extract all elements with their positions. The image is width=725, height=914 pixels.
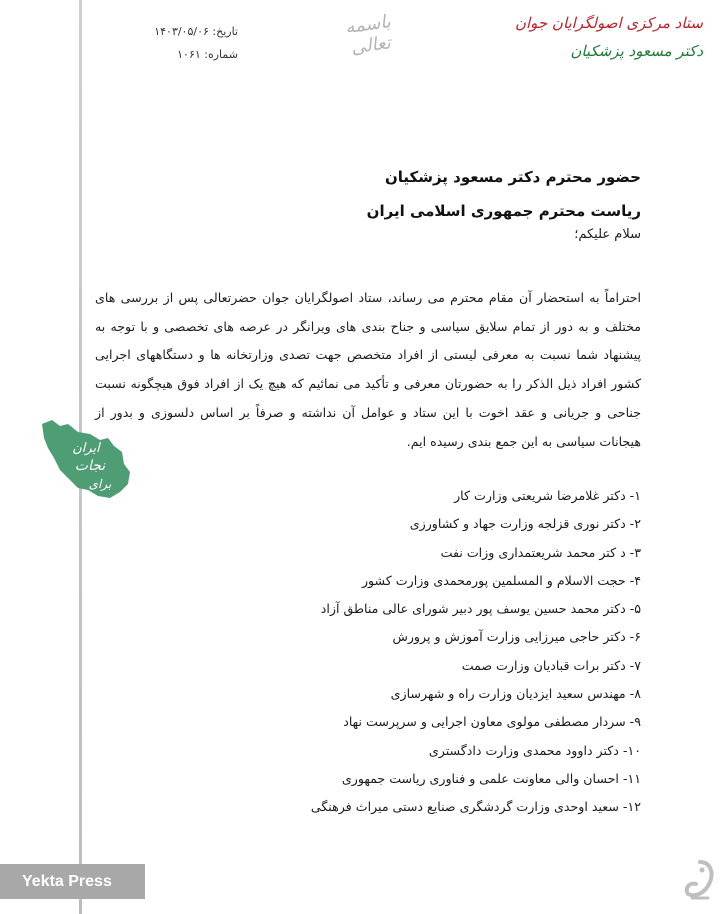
list-item: ۵- دکتر محمد حسین یوسف پور دبیر شورای عالی مناطق آزاد: [320, 601, 641, 617]
addressee-block: [181, 160, 641, 228]
letter-date: تاریخ: ۱۴۰۳/۰۵/۰۶: [154, 25, 238, 38]
map-text-line3: برای: [88, 477, 112, 491]
salutation: سلام علیکم؛: [574, 227, 641, 242]
letter-meta: [118, 20, 238, 66]
list-item: ۱۲- سعید اوحدی وزارت گردشگری صنایع دستی میراث فرهنگی: [310, 799, 641, 815]
org-name-line2: دکتر مسعود پزشکیان: [570, 42, 703, 60]
list-item: ۱۱- احسان والی معاونت علمی و فناوری ریاست جمهوری: [341, 770, 641, 786]
bismillah-header: باسمه تعالی: [343, 11, 393, 59]
list-item: ۴- حجت الاسلام و المسلمین پورمحمدی وزارت کشور: [361, 572, 641, 588]
nominee-list: [221, 482, 641, 822]
list-item: ۸- مهندس سعید ایزدیان وزارت راه و شهرسازی: [390, 686, 641, 702]
list-item: ۶- دکتر حاجی میرزایی وزارت آموزش و پرورش: [392, 629, 641, 645]
list-item: ۲- دکتر نوری قزلجه وزارت جهاد و کشاورزی: [409, 516, 641, 532]
list-item: ۳- د کتر محمد شریعتمداری وزات نفت: [440, 544, 641, 560]
list-item: ۷- دکتر برات قبادیان وزارت صمت: [461, 657, 641, 673]
map-text-line1: ایران: [72, 441, 100, 456]
watermark-label: Yekta Press: [0, 864, 145, 899]
list-item: ۱۰- دکتر داوود محمدی وزارت دادگستری: [428, 742, 641, 758]
list-item: ۱- دکتر غلامرضا شریعتی وزارت کار: [454, 488, 641, 503]
org-name-line1: ستاد مرکزی اصولگرایان جوان: [514, 14, 703, 32]
letter-number: شماره: ۱۰۶۱: [177, 48, 238, 61]
addressee-line-2: ریاست محترم جمهوری اسلامی ایران: [366, 202, 641, 220]
addressee-line-1: حضور محترم دکتر مسعود پزشکیان: [384, 168, 641, 186]
list-item: ۹- سردار مصطفی مولوی معاون اجرایی و سرپرست نهاد: [343, 714, 641, 730]
iran-map-icon: [38, 418, 132, 506]
intro-paragraph: احتراماً به استحضار آن مقام محترم می رساند، ستاد اصولگرایان جوان حضرتعالی پس از بررسی های مختلف و به دور از تمام سلایق سیاسی و جناح بندی های ویرانگر در عرصه های تخصصی و با توجه به پیشنهاد شما نسبت به معرفی لیستی از افراد متخصص جهت تصدی وزارتخانه ها و دستگاههای اجرایی کشور افراد ذیل الذکر را به حضورتان معرفی و تأکید می نمائیم که هیچ یک از افراد فوق هیچگونه نسبت جناحی و جریانی و عقد اخوت با این ستاد و عوامل آن نداشته و صرفاً بر اساس دلسوزی و بدور از هیجانات سیاسی به این جمع بندی رسیده ایم.: [95, 290, 641, 449]
map-text-line2: نجات: [74, 458, 106, 474]
org-logo: [514, 12, 703, 90]
news-site-logo-icon: [682, 858, 718, 902]
